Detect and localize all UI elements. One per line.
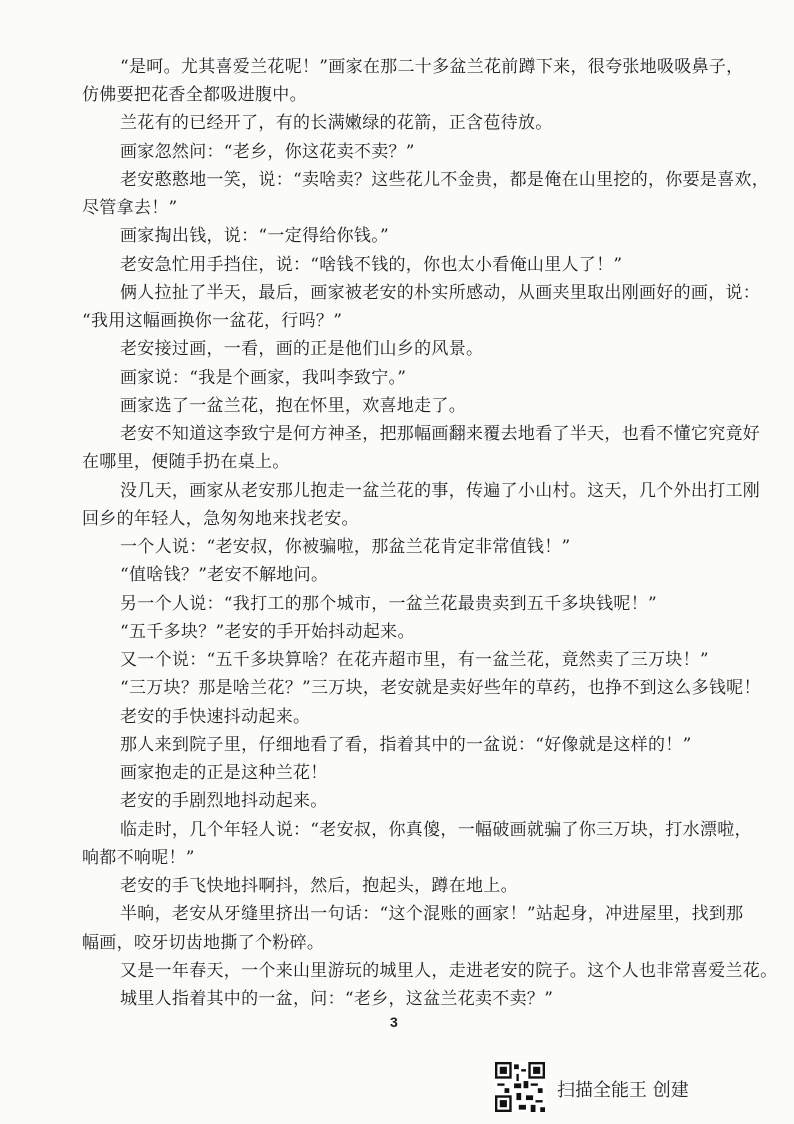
text-line: 尽管拿去！” (82, 198, 178, 219)
text-line: 老安的手剧烈地抖动起来。 (120, 791, 328, 812)
text-line: 又一个说：“五千多块算啥？在花卉超市里，有一盆兰花，竟然卖了三万块！” (120, 650, 709, 671)
text-line: 没几天，画家从老安那儿抱走一盆兰花的事，传遍了小山村。这天，几个外出打工刚 (120, 480, 761, 501)
text-line: 画家忽然问：“老乡，你这花卖不卖？” (120, 141, 415, 162)
text-line: 画家掏出钱，说：“一定得给你钱。” (120, 226, 389, 247)
text-line: 画家说：“我是个画家，我叫李致宁。” (120, 367, 407, 388)
text-line: “五千多块？”老安的手开始抖动起来。 (120, 621, 415, 642)
text-line: 在哪里，便随手扔在桌上。 (82, 452, 290, 473)
text-line: 半晌，老安从牙缝里挤出一句话：“这个混账的画家！”站起身，冲进屋里，找到那 (120, 904, 744, 925)
text-line: 老安的手飞快地抖啊抖，然后，抱起头，蹲在地上。 (120, 876, 518, 897)
text-line: 又是一年春天，一个来山里游玩的城里人，走进老安的院子。这个人也非常喜爱兰花。 (120, 960, 778, 981)
text-line: 响都不响呢！” (82, 847, 195, 868)
text-line: 俩人拉扯了半天，最后，画家被老安的朴实所感动，从画夹里取出刚画好的画，说： (120, 282, 761, 303)
text-line: 临走时，几个年轻人说：“老安叔，你真傻，一幅破画就骗了你三万块，打水漂啦， (120, 819, 752, 840)
text-line: “三万块？那是啥兰花？”三万块，老安就是卖好些年的草药，也挣不到这么多钱呢！ (120, 678, 761, 699)
text-line: 那人来到院子里，仔细地看了看，指着其中的一盆说：“好像就是这样的！” (120, 734, 692, 755)
text-line: 仿佛要把花香全都吸进腹中。 (82, 85, 307, 106)
text-line: 画家选了一盆兰花，抱在怀里，欢喜地走了。 (120, 395, 466, 416)
page-number: 3 (390, 1014, 398, 1030)
qr-code-icon (495, 1062, 545, 1112)
text-line: 老安接过画，一看，画的正是他们山乡的风景。 (120, 339, 484, 360)
text-line: 幅画，咬牙切齿地撕了个粉碎。 (82, 932, 325, 953)
text-line: 老安不知道这李致宁是何方神圣，把那幅画翻来覆去地看了半天，也看不懂它究竟好 (120, 424, 761, 445)
scanner-watermark (495, 1062, 745, 1118)
text-line: 一个人说：“老安叔，你被骗啦，那盆兰花肯定非常值钱！” (120, 537, 571, 558)
text-line: 兰花有的已经开了，有的长满嫩绿的花箭，正含苞待放。 (120, 113, 553, 134)
brand-text: 扫描全能王 创建 (557, 1080, 689, 1101)
text-line: 老安的手快速抖动起来。 (120, 706, 311, 727)
text-line: “我用这幅画换你一盆花，行吗？” (82, 311, 343, 332)
text-line: 城里人指着其中的一盆，问：“老乡，这盆兰花卖不卖？” (120, 989, 554, 1009)
text-line: 老安憨憨地一笑，说：“卖啥卖？这些花儿不金贵，都是俺在山里挖的，你要是喜欢， (120, 169, 770, 190)
text-line: “值啥钱？”老安不解地问。 (120, 565, 329, 586)
text-line: “是呵。尤其喜爱兰花呢！”画家在那二十多盆兰花前蹲下来，很夸张地吸吸鼻子， (120, 57, 744, 77)
text-line: 老安急忙用手挡住，说：“啥钱不钱的，你也太小看俺山里人了！” (120, 254, 623, 275)
text-line: 画家抱走的正是这种兰花！ (120, 763, 328, 784)
text-line: 回乡的年轻人，急匆匆地来找老安。 (82, 508, 359, 529)
text-line: 另一个人说：“我打工的那个城市，一盆兰花最贵卖到五千多块钱呢！” (120, 593, 657, 614)
